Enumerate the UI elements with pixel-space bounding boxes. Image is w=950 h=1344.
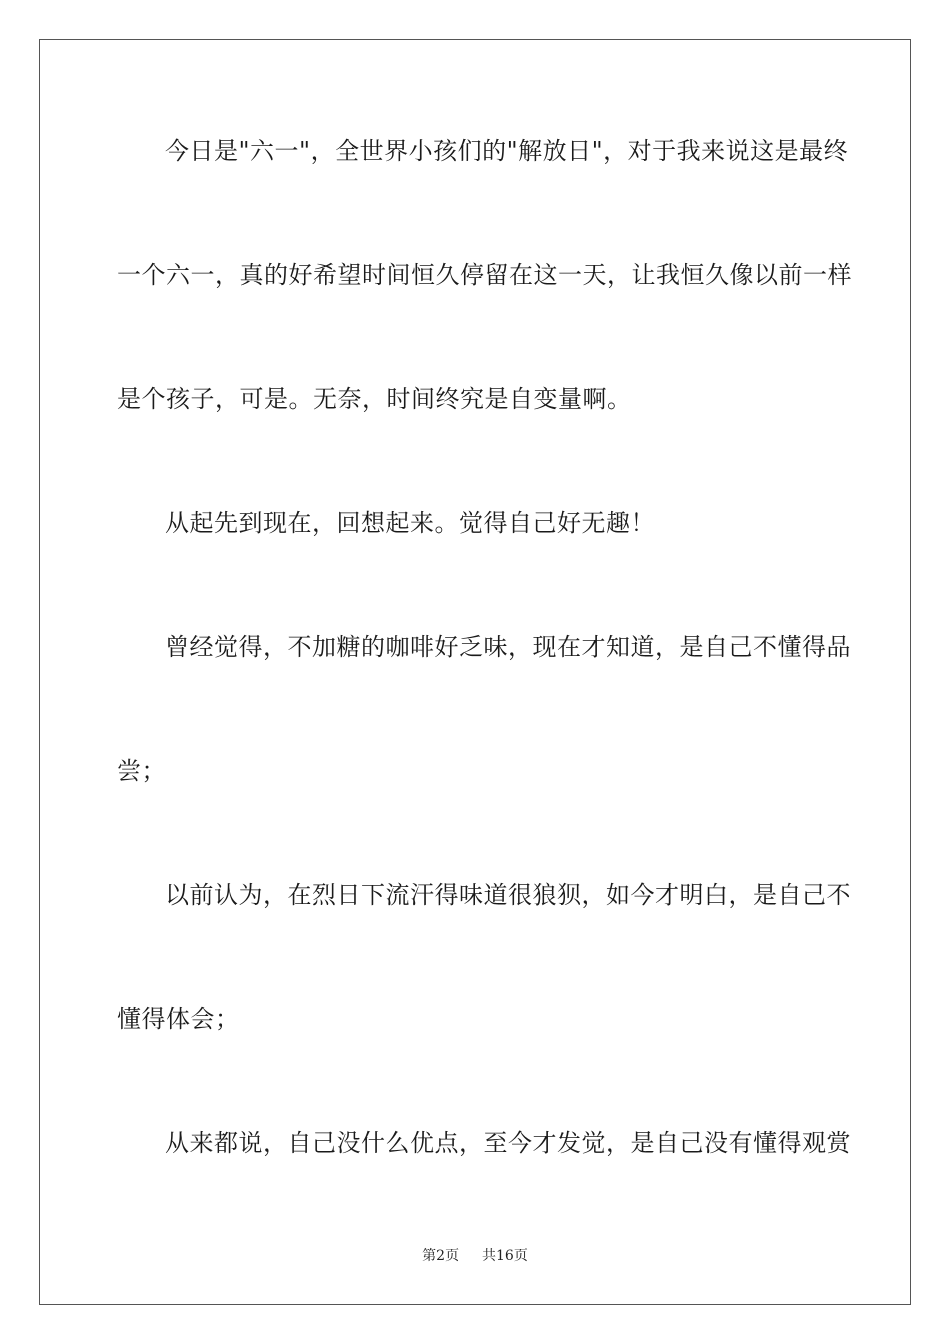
paragraph-line-8: 懂得体会； [117,1005,240,1033]
paragraph-line-3: 是个孩子，可是。无奈，时间终究是自变量啊。 [117,385,632,413]
paragraph-line-5: 曾经觉得，不加糖的咖啡好乏味，现在才知道，是自己不懂得品 [165,633,851,661]
paragraph-line-1: 今日是"六一"，全世界小孩们的"解放日"，对于我来说这是最终 [165,137,849,165]
paragraph-line-2: 一个六一，真的好希望时间恒久停留在这一天，让我恒久像以前一样 [117,261,852,289]
paragraph-line-4: 从起先到现在，回想起来。觉得自己好无趣！ [165,509,655,537]
paragraph-line-7: 以前认为，在烈日下流汗得味道很狼狈，如今才明白，是自己不 [165,881,851,909]
paragraph-line-6: 尝； [117,757,166,785]
total-page-count: 共16页 [482,1248,528,1264]
page-footer [0,1245,950,1265]
paragraph-line-9: 从来都说，自己没什么优点，至今才发觉，是自己没有懂得观赏 [165,1129,851,1157]
current-page-number: 第2页 [422,1248,460,1264]
page-border [39,39,911,1305]
